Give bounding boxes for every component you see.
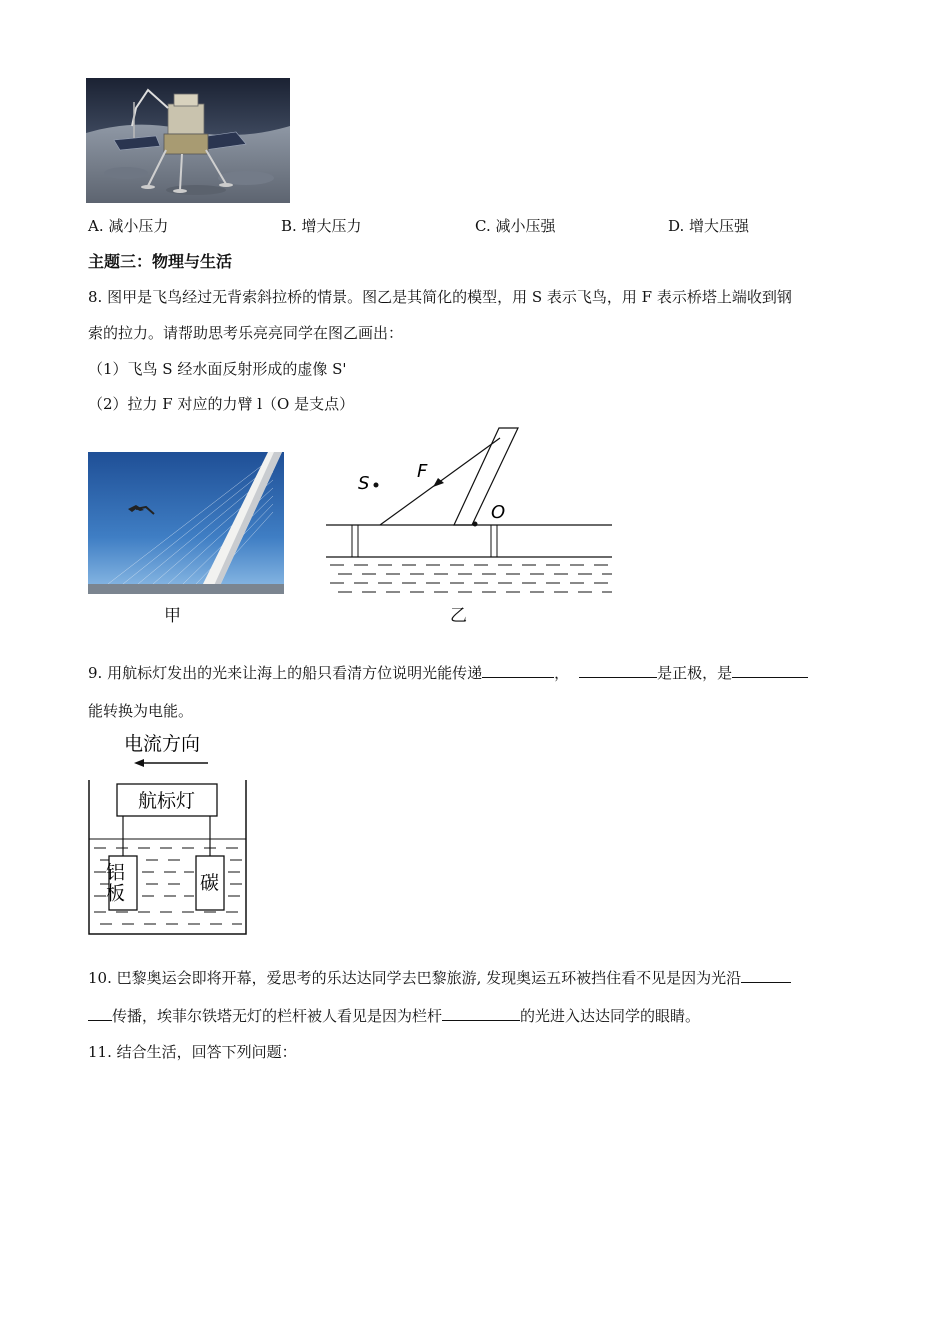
lunar-lander-photo (86, 78, 290, 203)
q10-line-2 (88, 1006, 700, 1026)
label-o: O (491, 502, 506, 523)
q8-line-2: 索的拉力。请帮助思考乐亮亮同学在图乙画出： (88, 324, 404, 342)
option-d: D. 增大压强 (668, 217, 750, 235)
figure-caption-jia: 甲 (164, 606, 181, 626)
current-direction-label: 电流方向 (124, 733, 201, 755)
q10-text-3: 的光进入达达同学的眼睛。 (520, 1007, 701, 1025)
label-s: S (358, 473, 370, 494)
q9-text-3: 是正极，是 (657, 664, 733, 682)
lamp-label: 航标灯 (138, 790, 196, 812)
bridge-diagram (320, 424, 614, 602)
figure-caption-yi: 乙 (450, 606, 467, 626)
q8-item-2: （2）拉力 F 对应的力臂 l（O 是支点） (88, 395, 355, 413)
option-b: B. 增大压力 (281, 217, 362, 235)
answer-blank-4[interactable] (741, 968, 791, 983)
option-c: C. 减小压强 (475, 217, 556, 235)
q8-line-1: 8. 图甲是飞鸟经过无背索斜拉桥的情景。图乙是其简化的模型，用 S 表示飞鸟，用 F 表示桥塔上端收到钢 (88, 288, 792, 306)
option-a: A. 减小压力 (88, 217, 169, 235)
q9-text-1: 9. 用航标灯发出的光来让海上的船只看清方位说明光能传递 (88, 664, 483, 682)
q11-line: 11. 结合生活，回答下列问题： (88, 1043, 297, 1061)
answer-blank-5[interactable] (442, 1006, 520, 1021)
bridge-photo (88, 452, 284, 594)
q10-text-2: 传播，埃菲尔铁塔无灯的栏杆被人看见是因为栏杆 (112, 1007, 443, 1025)
answer-blank-4-cont[interactable] (88, 1006, 112, 1021)
label-f: F (417, 461, 428, 482)
aluminum-plate-label: 铝板 (103, 862, 125, 904)
q9-line-1 (88, 663, 808, 683)
q8-item-1: （1）飞鸟 S 经水面反射形成的虚像 S' (88, 360, 347, 378)
q10-line-1 (88, 968, 791, 988)
answer-blank-3[interactable] (732, 663, 808, 678)
q10-text-1: 10. 巴黎奥运会即将开幕，爱思考的乐达达同学去巴黎旅游, 发现奥运五环被挡住看不见是因为光沿 (88, 969, 742, 987)
q9-line-2: 能转换为电能。 (88, 702, 194, 720)
q9-text-2: ， (554, 664, 570, 682)
carbon-plate-label: 碳 (200, 872, 220, 894)
answer-blank-2[interactable] (579, 663, 657, 678)
section-heading: 主题三：物理与生活 (88, 252, 233, 271)
answer-blank-1[interactable] (482, 663, 554, 678)
beacon-battery-diagram (86, 728, 252, 940)
